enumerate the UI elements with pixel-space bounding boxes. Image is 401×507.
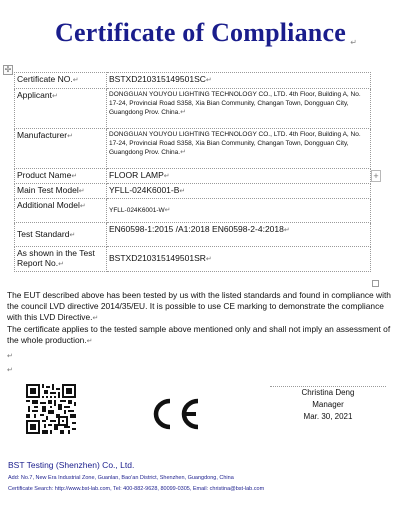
row-label: As shown in the Test Report No.↵ xyxy=(15,247,107,272)
add-row-plus-icon[interactable]: + xyxy=(371,170,381,182)
paragraph-mark: ↵ xyxy=(350,38,357,47)
certificate-info-table xyxy=(14,72,371,272)
statement-paragraph: The EUT described above has been tested by us with the listed standards and found in compliance with the council LVD directive 2014/35/EU. It is possible to use CE marking to demonstrate the compliance with this LVD Directive.↵ xyxy=(7,290,391,322)
manufacturer-value: DONGGUAN YOUYOU LIGHTING TECHNOLOGY CO., LTD. 4th Floor, Building A, No. 17-24, Provincial Road S358, Xia Bian Community, Changan Town, Dongguan City, Guangdong Prov. China.↵ xyxy=(107,129,371,169)
test-report-number-value: BSTXD210315149501SR↵ xyxy=(107,247,371,272)
issuer-address: Add: No.7, New Era Industrial Zone, Guanlan, Bao'an District, Shenzhen, Guangdong, China xyxy=(8,475,234,481)
table-row xyxy=(15,223,371,247)
table-row xyxy=(15,169,371,184)
signatory-name: Christina Deng xyxy=(301,388,355,397)
compliance-statement xyxy=(7,290,397,347)
certificate-number-value: BSTXD210315149501SC↵ xyxy=(107,73,371,89)
row-label: Applicant↵ xyxy=(15,89,107,129)
row-label: Certificate NO.↵ xyxy=(15,73,107,89)
table-row xyxy=(15,89,371,129)
additional-model-value: YFLL-024K6001-W↵ xyxy=(107,199,371,223)
issuer-company-name: BST Testing (Shenzhen) Co., Ltd. xyxy=(8,460,135,470)
qr-code-icon xyxy=(26,384,76,434)
paragraph-mark: ↵ xyxy=(7,367,13,374)
applicant-value: DONGGUAN YOUYOU LIGHTING TECHNOLOGY CO., LTD. 4th Floor, Building A, No. 17-24, Provincial Road S358, Xia Bian Community, Changan Town, Dongguan City, Guangdong Prov. China.↵ xyxy=(107,89,371,129)
table-row xyxy=(15,184,371,199)
main-test-model-value: YFLL-024K6001-B↵ xyxy=(107,184,371,199)
row-label: Test Standard↵ xyxy=(15,223,107,247)
test-standard-value: EN60598-1:2015 /A1:2018 EN60598-2-4:2018↵ xyxy=(107,223,371,247)
certificate-title: Certificate of Compliance xyxy=(55,18,346,47)
signatory-title: Manager xyxy=(312,400,344,409)
table-row xyxy=(15,129,371,169)
product-name-value: FLOOR LAMP↵ xyxy=(107,169,371,184)
certificate-date: Mar. 30, 2021 xyxy=(303,412,353,421)
statement-paragraph: The certificate applies to the tested sample above mentioned only and shall not imply an assessment of the whole production.↵ xyxy=(7,324,391,345)
row-label: Main Test Model↵ xyxy=(15,184,107,199)
paragraph-mark: ↵ xyxy=(7,353,13,360)
table-row xyxy=(15,247,371,272)
table-resize-handle-icon[interactable] xyxy=(372,280,379,287)
table-row xyxy=(15,199,371,223)
table-move-handle-icon[interactable]: ✢ xyxy=(4,65,12,74)
issuer-contact: Certificate Search: http://www.bst-lab.com, Tel: 400-882-9628, 80099-0305, Email: christina@bst-lab.com xyxy=(8,486,265,492)
row-label: Additional Model↵ xyxy=(15,199,107,223)
signature-line xyxy=(270,386,386,387)
row-label: Product Name↵ xyxy=(15,169,107,184)
table-row xyxy=(15,73,371,89)
ce-mark-icon xyxy=(148,396,204,432)
row-label: Manufacturer↵ xyxy=(15,129,107,169)
